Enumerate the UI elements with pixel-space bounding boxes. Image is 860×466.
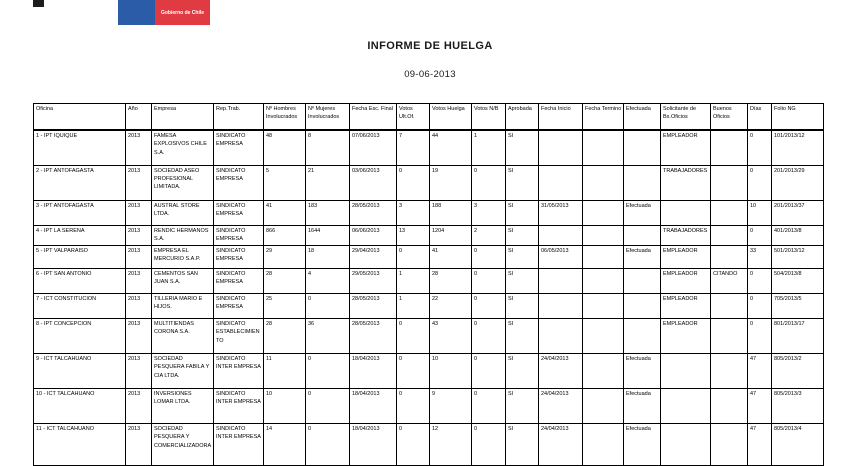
cell-efectuada: Efectuada [624, 200, 661, 225]
report-title: INFORME DE HUELGA [367, 40, 493, 52]
cell-n-mujeres: 0 [306, 424, 350, 466]
cell-oficina: 10 - ICT TALCAHUANO [34, 389, 126, 424]
cell-votos-huelga: 44 [430, 130, 472, 165]
cell-fecha-esc-final: 07/06/2013 [350, 130, 397, 165]
cell-votos-ult-of: 3 [397, 200, 430, 225]
cell-empresa: RENDIC HERMANOS S.A. [152, 225, 214, 246]
cell-ano: 2013 [126, 424, 152, 466]
cell-aprobada: SI [506, 200, 539, 225]
cell-empresa: FAMESA EXPLOSIVOS CHILE S.A. [152, 130, 214, 165]
cell-votos-ult-of: 0 [397, 319, 430, 354]
col-header-oficina: Oficina [34, 104, 126, 131]
cell-votos-huelga: 22 [430, 294, 472, 319]
cell-efectuada: Efectuada [624, 389, 661, 424]
cell-dias: 0 [748, 319, 772, 354]
cell-folio-ng: 801/2013/17 [772, 319, 824, 354]
table-row [34, 389, 824, 424]
cell-solicitante-bs-oficios [661, 389, 711, 424]
cell-solicitante-bs-oficios [661, 200, 711, 225]
cell-dias: 33 [748, 246, 772, 269]
col-header-n-hombres: Nº Hombres Involucrados [264, 104, 306, 131]
cell-votos-ult-of: 1 [397, 269, 430, 294]
cell-n-hombres: 10 [264, 389, 306, 424]
cell-votos-nb: 0 [472, 354, 506, 389]
cell-votos-ult-of: 13 [397, 225, 430, 246]
cell-votos-huelga: 43 [430, 319, 472, 354]
cell-votos-ult-of: 0 [397, 246, 430, 269]
cell-votos-nb: 0 [472, 269, 506, 294]
cell-fecha-esc-final: 28/05/2013 [350, 200, 397, 225]
cell-votos-ult-of: 0 [397, 165, 430, 200]
cell-folio-ng: 501/2013/12 [772, 246, 824, 269]
col-header-rep-trab: Rep.Trab. [214, 104, 264, 131]
cell-fecha-inicio [539, 269, 583, 294]
cell-folio-ng: 504/2013/8 [772, 269, 824, 294]
cell-votos-ult-of: 0 [397, 354, 430, 389]
cell-fecha-inicio [539, 165, 583, 200]
cell-ano: 2013 [126, 165, 152, 200]
cell-aprobada: SI [506, 130, 539, 165]
cell-fecha-inicio: 24/04/2013 [539, 424, 583, 466]
cell-empresa: SOCIEDAD ASEO PROFESIONAL LIMITADA. [152, 165, 214, 200]
cell-fecha-termino [583, 269, 624, 294]
cell-n-hombres: 41 [264, 200, 306, 225]
cell-aprobada: SI [506, 424, 539, 466]
cell-solicitante-bs-oficios [661, 354, 711, 389]
cell-ano: 2013 [126, 354, 152, 389]
cell-aprobada: SI [506, 225, 539, 246]
cell-empresa: INVERSIONES LOMAR LTDA. [152, 389, 214, 424]
cell-rep-trab: SINDICATO EMPRESA [214, 269, 264, 294]
cell-n-hombres: 25 [264, 294, 306, 319]
cell-votos-nb: 0 [472, 294, 506, 319]
cell-oficina: 6 - IPT SAN ANTONIO [34, 269, 126, 294]
cell-rep-trab: SINDICATO INTER EMPRESA [214, 354, 264, 389]
cell-dias: 0 [748, 225, 772, 246]
cutoff-ui-fragment [33, 0, 44, 7]
cell-fecha-termino [583, 165, 624, 200]
cell-dias: 0 [748, 130, 772, 165]
cell-votos-huelga: 12 [430, 424, 472, 466]
cell-fecha-termino [583, 200, 624, 225]
cell-aprobada: SI [506, 269, 539, 294]
col-header-solicitante-bs-oficios: Solicitante de Bs.Oficios [661, 104, 711, 131]
cell-n-mujeres: 8 [306, 130, 350, 165]
cell-empresa: TILLERIA MARIO E HIJOS. [152, 294, 214, 319]
cell-n-mujeres: 183 [306, 200, 350, 225]
cell-efectuada: Efectuada [624, 424, 661, 466]
cell-fecha-termino [583, 319, 624, 354]
cell-empresa: AUSTRAL STORE LTDA. [152, 200, 214, 225]
cell-oficina: 8 - IPT CONCEPCION [34, 319, 126, 354]
col-header-dias: Días [748, 104, 772, 131]
cell-n-mujeres: 18 [306, 246, 350, 269]
cell-fecha-inicio: 24/04/2013 [539, 389, 583, 424]
gobierno-de-chile-logo [118, 0, 210, 25]
cell-folio-ng: 805/2013/4 [772, 424, 824, 466]
cell-rep-trab: SINDICATO EMPRESA [214, 130, 264, 165]
cell-rep-trab: SINDICATO EMPRESA [214, 294, 264, 319]
cell-fecha-termino [583, 424, 624, 466]
cell-folio-ng: 805/2013/2 [772, 354, 824, 389]
cell-oficina: 5 - IPT VALPARAISO [34, 246, 126, 269]
flag-red-block [155, 0, 210, 25]
table-row [34, 225, 824, 246]
col-header-fecha-termino: Fecha Termino [583, 104, 624, 131]
cell-empresa: SOCIEDAD PESQUERA Y COMERCIALIZADORA [152, 424, 214, 466]
col-header-efectuada: Efectuada [624, 104, 661, 131]
cell-n-hombres: 14 [264, 424, 306, 466]
cell-votos-nb: 0 [472, 165, 506, 200]
cell-efectuada [624, 130, 661, 165]
cell-fecha-termino [583, 130, 624, 165]
cell-empresa: EMPRESA EL MERCURIO S.A.P. [152, 246, 214, 269]
cell-aprobada: SI [506, 389, 539, 424]
cell-folio-ng: 201/2013/37 [772, 200, 824, 225]
col-header-folio-ng: Folio NG [772, 104, 824, 131]
cell-dias: 0 [748, 165, 772, 200]
col-header-votos-ult-of: Votos Ult.Of. [397, 104, 430, 131]
huelga-table [33, 103, 824, 466]
cell-oficina: 3 - IPT ANTOFAGASTA [34, 200, 126, 225]
cell-votos-nb: 2 [472, 225, 506, 246]
cell-votos-huelga: 9 [430, 389, 472, 424]
col-header-n-mujeres: Nº Mujeres Involucrados [306, 104, 350, 131]
table-row [34, 354, 824, 389]
cell-fecha-esc-final: 18/04/2013 [350, 424, 397, 466]
cell-votos-ult-of: 0 [397, 389, 430, 424]
cell-fecha-esc-final: 29/04/2013 [350, 246, 397, 269]
cell-ano: 2013 [126, 389, 152, 424]
cell-buenos-oficios [711, 424, 748, 466]
cell-oficina: 9 - ICT TALCAHUANO [34, 354, 126, 389]
cell-efectuada: Efectuada [624, 354, 661, 389]
cell-dias: 47 [748, 389, 772, 424]
cell-votos-nb: 3 [472, 200, 506, 225]
cell-buenos-oficios [711, 246, 748, 269]
cell-oficina: 7 - ICT CONSTITUCION [34, 294, 126, 319]
cell-rep-trab: SINDICATO EMPRESA [214, 246, 264, 269]
cell-votos-ult-of: 1 [397, 294, 430, 319]
cell-buenos-oficios [711, 165, 748, 200]
cell-fecha-termino [583, 225, 624, 246]
table-row [34, 294, 824, 319]
cell-fecha-inicio [539, 225, 583, 246]
cell-fecha-inicio: 24/04/2013 [539, 354, 583, 389]
cell-ano: 2013 [126, 225, 152, 246]
cell-ano: 2013 [126, 269, 152, 294]
cell-n-hombres: 28 [264, 319, 306, 354]
cell-solicitante-bs-oficios [661, 424, 711, 466]
cell-buenos-oficios [711, 354, 748, 389]
cell-fecha-termino [583, 389, 624, 424]
cell-dias: 47 [748, 424, 772, 466]
cell-oficina: 1 - IPT IQUIQUE [34, 130, 126, 165]
cell-empresa: MULTITIENDAS CORONA S.A. [152, 319, 214, 354]
cell-votos-huelga: 19 [430, 165, 472, 200]
cell-fecha-esc-final: 29/05/2013 [350, 269, 397, 294]
cell-solicitante-bs-oficios: EMPLEADOR [661, 130, 711, 165]
cell-folio-ng: 705/2013/5 [772, 294, 824, 319]
cell-dias: 0 [748, 294, 772, 319]
cell-folio-ng: 101/2013/12 [772, 130, 824, 165]
cell-solicitante-bs-oficios: EMPLEADOR [661, 269, 711, 294]
logo-text: Gobierno de Chile [160, 9, 205, 16]
cell-buenos-oficios [711, 200, 748, 225]
cell-votos-huelga: 1204 [430, 225, 472, 246]
cell-fecha-inicio [539, 319, 583, 354]
cell-fecha-termino [583, 246, 624, 269]
cell-aprobada: SI [506, 165, 539, 200]
cell-buenos-oficios [711, 130, 748, 165]
cell-fecha-esc-final: 28/05/2013 [350, 294, 397, 319]
cell-n-hombres: 48 [264, 130, 306, 165]
table-row [34, 269, 824, 294]
cell-votos-nb: 1 [472, 130, 506, 165]
cell-votos-huelga: 28 [430, 269, 472, 294]
cell-dias: 10 [748, 200, 772, 225]
cell-fecha-termino [583, 294, 624, 319]
flag-blue-block [118, 0, 155, 25]
col-header-aprobada: Aprobada [506, 104, 539, 131]
cell-fecha-esc-final: 06/06/2013 [350, 225, 397, 246]
cell-n-mujeres: 21 [306, 165, 350, 200]
cell-n-mujeres: 4 [306, 269, 350, 294]
cell-fecha-inicio: 31/05/2013 [539, 200, 583, 225]
table-row [34, 424, 824, 466]
cell-n-hombres: 866 [264, 225, 306, 246]
cell-votos-nb: 0 [472, 246, 506, 269]
cell-fecha-esc-final: 03/06/2013 [350, 165, 397, 200]
cell-dias: 0 [748, 269, 772, 294]
cell-votos-huelga: 41 [430, 246, 472, 269]
col-header-empresa: Empresa [152, 104, 214, 131]
cell-n-hombres: 28 [264, 269, 306, 294]
cell-efectuada [624, 225, 661, 246]
cell-dias: 47 [748, 354, 772, 389]
cell-aprobada: SI [506, 246, 539, 269]
cell-ano: 2013 [126, 294, 152, 319]
col-header-fecha-esc-final: Fecha Esc. Final [350, 104, 397, 131]
cell-rep-trab: SINDICATO EMPRESA [214, 225, 264, 246]
table-row [34, 200, 824, 225]
cell-fecha-esc-final: 18/04/2013 [350, 354, 397, 389]
cell-n-mujeres: 0 [306, 294, 350, 319]
cell-efectuada [624, 294, 661, 319]
cell-n-hombres: 11 [264, 354, 306, 389]
cell-buenos-oficios: CITANDO [711, 269, 748, 294]
cell-n-mujeres: 0 [306, 389, 350, 424]
cell-n-mujeres: 0 [306, 354, 350, 389]
cell-aprobada: SI [506, 354, 539, 389]
cell-empresa: CEMENTOS SAN JUAN S.A. [152, 269, 214, 294]
cell-efectuada: Efectuada [624, 246, 661, 269]
table-row [34, 246, 824, 269]
cell-aprobada: SI [506, 294, 539, 319]
cell-solicitante-bs-oficios: TRABAJADORES [661, 225, 711, 246]
cell-n-hombres: 29 [264, 246, 306, 269]
cell-ano: 2013 [126, 246, 152, 269]
cell-fecha-inicio [539, 130, 583, 165]
col-header-ano: Año [126, 104, 152, 131]
col-header-buenos-oficios: Buenos Oficios [711, 104, 748, 131]
cell-oficina: 4 - IPT LA SERENA [34, 225, 126, 246]
cell-rep-trab: SINDICATO INTER EMPRESA [214, 389, 264, 424]
cell-oficina: 2 - IPT ANTOFAGASTA [34, 165, 126, 200]
col-header-fecha-inicio: Fecha Inicio [539, 104, 583, 131]
table-row [34, 165, 824, 200]
cell-efectuada [624, 319, 661, 354]
cell-fecha-inicio [539, 294, 583, 319]
cell-votos-nb: 0 [472, 424, 506, 466]
cell-n-mujeres: 36 [306, 319, 350, 354]
cell-oficina: 11 - ICT TALCAHUANO [34, 424, 126, 466]
cell-buenos-oficios [711, 225, 748, 246]
cell-solicitante-bs-oficios: EMPLEADOR [661, 294, 711, 319]
cell-ano: 2013 [126, 319, 152, 354]
cell-buenos-oficios [711, 294, 748, 319]
cell-folio-ng: 401/2013/8 [772, 225, 824, 246]
cell-folio-ng: 805/2013/3 [772, 389, 824, 424]
cell-ano: 2013 [126, 130, 152, 165]
table-row [34, 319, 824, 354]
cell-aprobada: SI [506, 319, 539, 354]
cell-votos-nb: 0 [472, 389, 506, 424]
cell-efectuada [624, 269, 661, 294]
cell-votos-nb: 0 [472, 319, 506, 354]
cell-fecha-termino [583, 354, 624, 389]
cell-rep-trab: SINDICATO INTER EMPRESA [214, 424, 264, 466]
cell-fecha-esc-final: 28/05/2013 [350, 319, 397, 354]
cell-folio-ng: 201/2013/29 [772, 165, 824, 200]
cell-solicitante-bs-oficios: EMPLEADOR [661, 319, 711, 354]
cell-solicitante-bs-oficios: TRABAJADORES [661, 165, 711, 200]
col-header-votos-huelga: Votos Huelga [430, 104, 472, 131]
cell-rep-trab: SINDICATO ESTABLECIMIENTO [214, 319, 264, 354]
header-row [34, 104, 824, 131]
cell-n-mujeres: 1644 [306, 225, 350, 246]
cell-votos-huelga: 10 [430, 354, 472, 389]
cell-n-hombres: 5 [264, 165, 306, 200]
cell-votos-ult-of: 7 [397, 130, 430, 165]
report-date: 09-06-2013 [404, 69, 456, 80]
cell-votos-ult-of: 0 [397, 424, 430, 466]
cell-buenos-oficios [711, 319, 748, 354]
col-header-votos-nb: Votos N/B [472, 104, 506, 131]
cell-fecha-inicio: 06/05/2013 [539, 246, 583, 269]
cell-buenos-oficios [711, 389, 748, 424]
cell-ano: 2013 [126, 200, 152, 225]
cell-empresa: SOCIEDAD PESQUERA FABILA Y CIA LTDA. [152, 354, 214, 389]
cell-rep-trab: SINDICATO EMPRESA [214, 200, 264, 225]
cell-fecha-esc-final: 18/04/2013 [350, 389, 397, 424]
table-row [34, 130, 824, 165]
cell-solicitante-bs-oficios: EMPLEADOR [661, 246, 711, 269]
cell-rep-trab: SINDICATO EMPRESA [214, 165, 264, 200]
cell-votos-huelga: 188 [430, 200, 472, 225]
cell-efectuada [624, 165, 661, 200]
